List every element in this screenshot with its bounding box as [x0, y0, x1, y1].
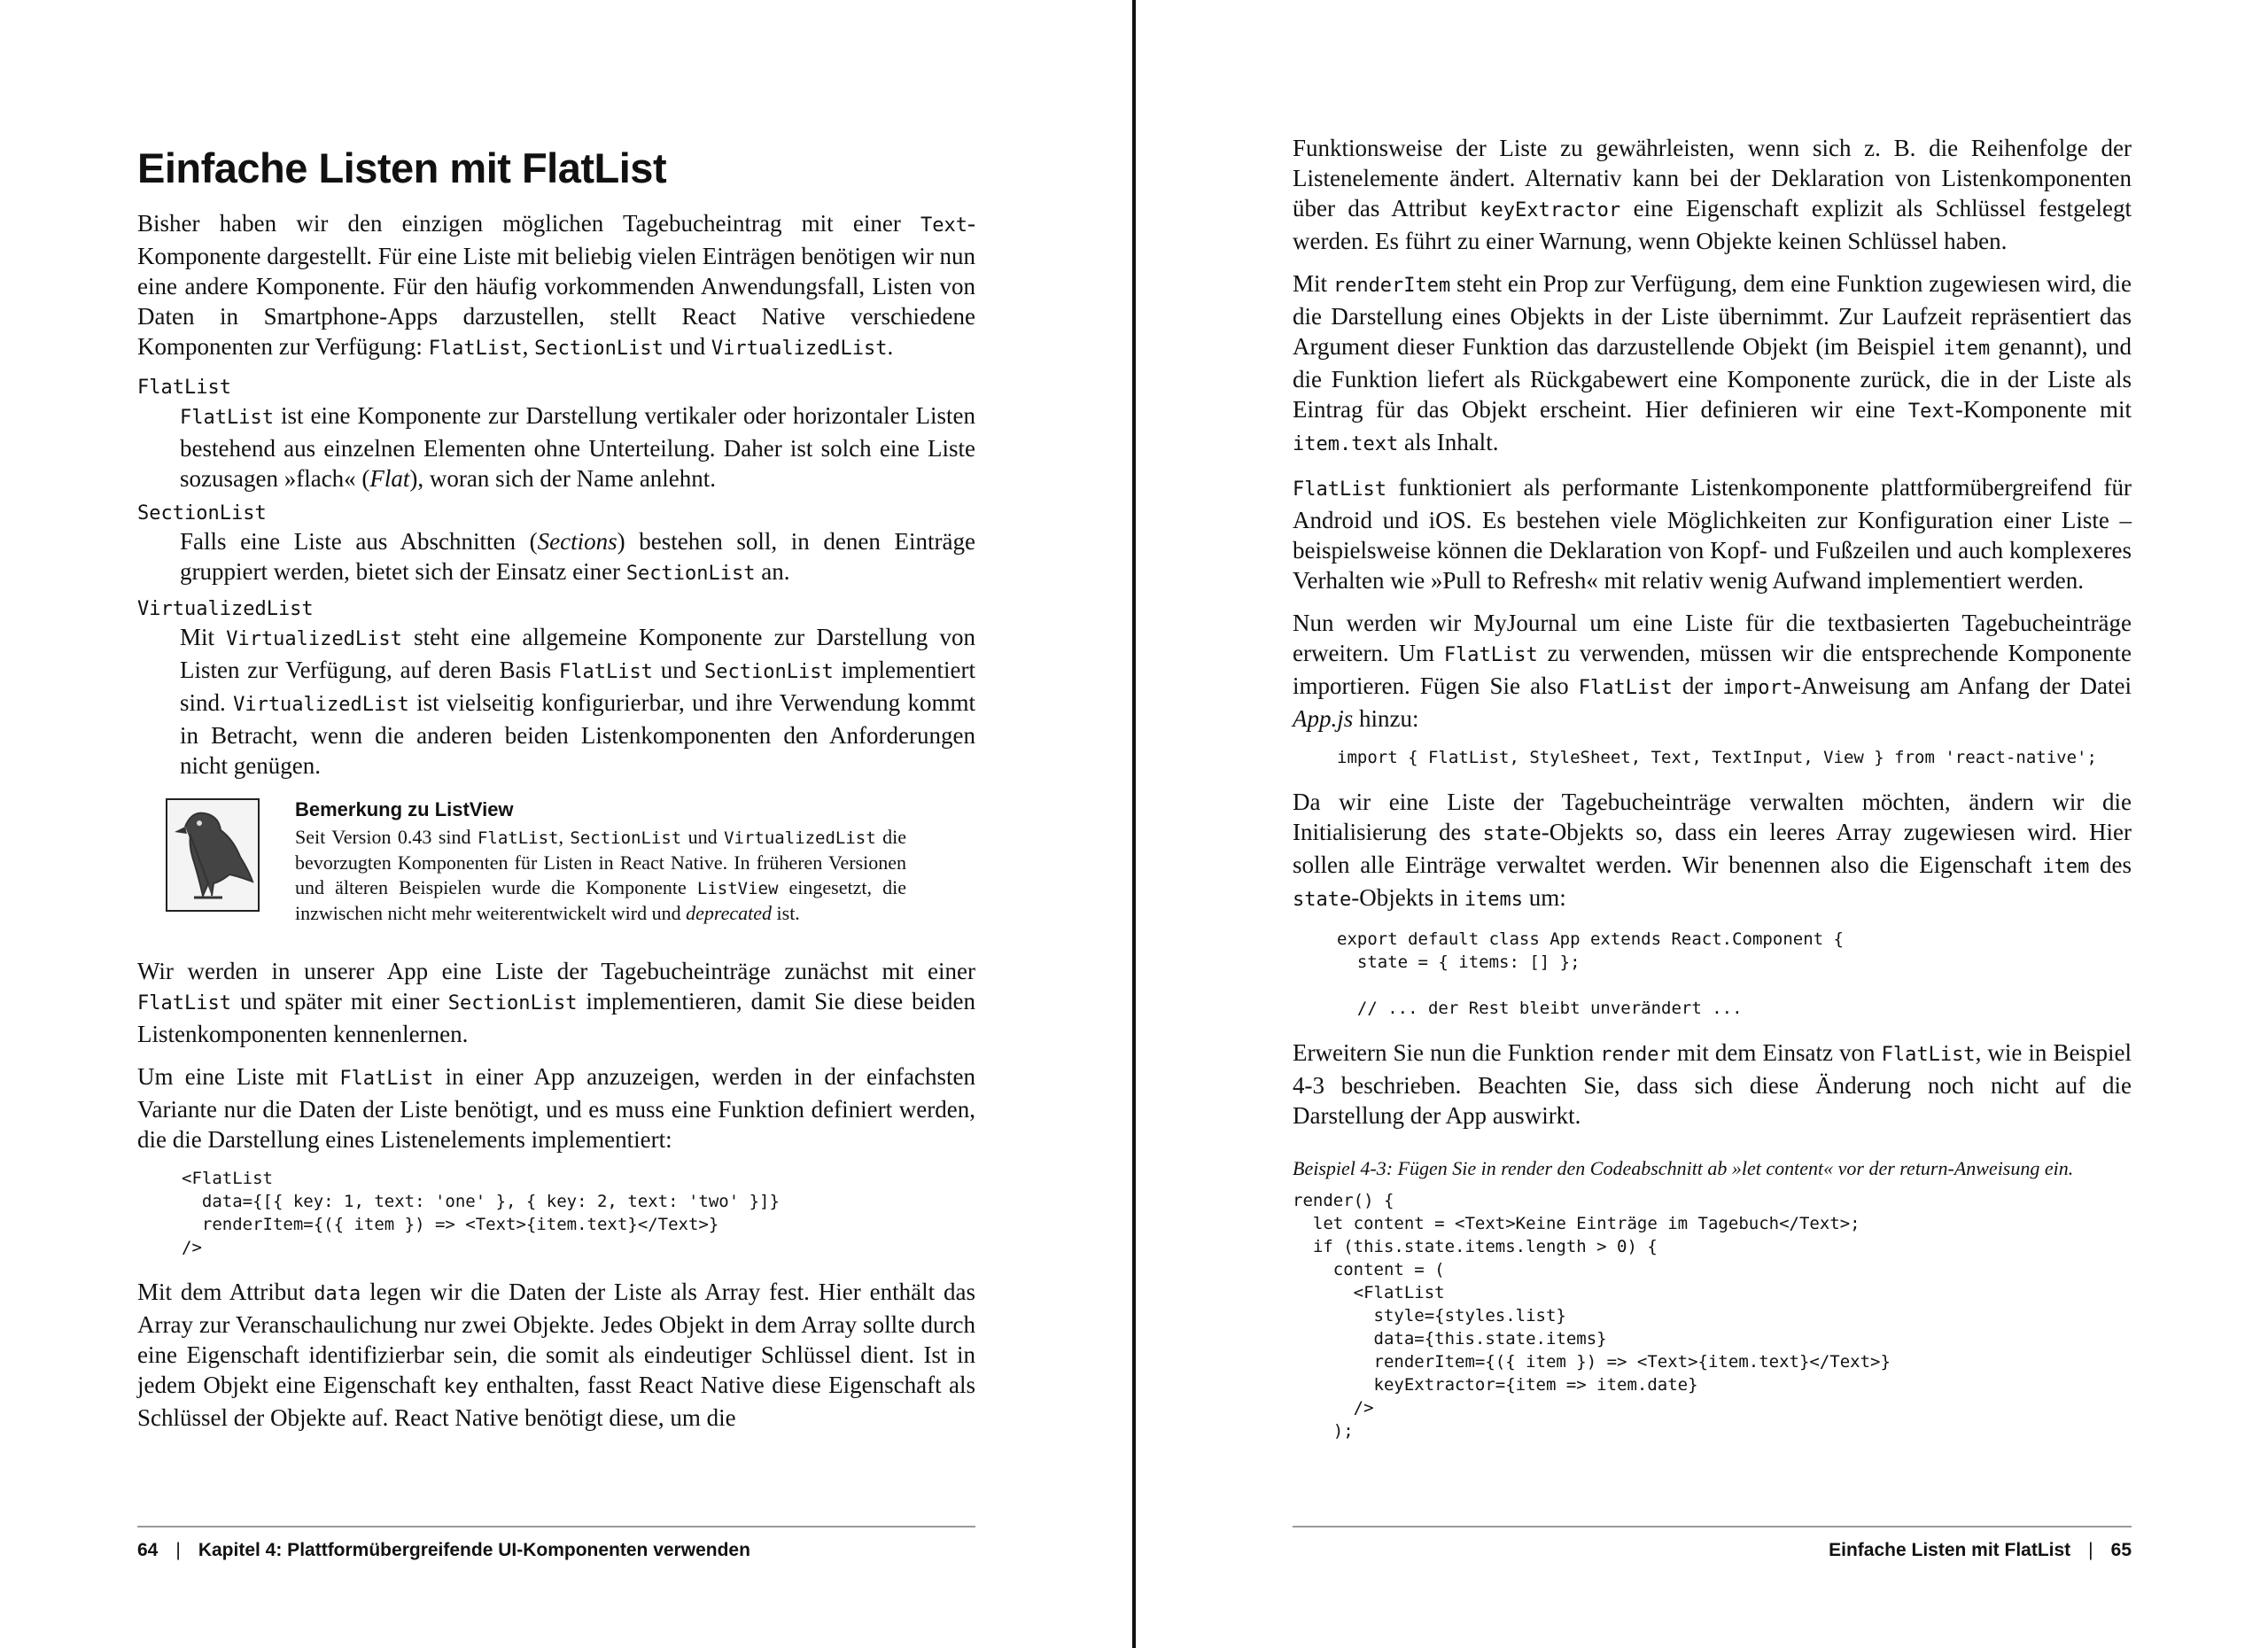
paragraph-performance: FlatList funktioniert als performante Listenkomponente plattformübergreifend für Android und iOS. Es bestehen viele Möglichkeiten zur Konfiguration einer Liste – beispielsweise können die Deklaration von Kopf- und Fußzeilen und auch komplexeres Verhalten wie »Pull to Refresh« mit relativ wenig Aufwand implementiert werden.: [1293, 474, 2132, 594]
page-number-right: 65: [2110, 1540, 2132, 1560]
footer-separator: |: [175, 1540, 181, 1560]
definition-sectionlist: Falls eine Liste aus Abschnitten (Sections) bestehen soll, in denen Einträge gruppiert werden, bietet sich der Einsatz einer SectionList an.: [180, 528, 975, 585]
term-flatlist: FlatList: [137, 377, 231, 399]
note-box: [166, 798, 975, 926]
code-render-example: render() { let content = <Text>Keine Einträge im Tagebuch</Text>; if (this.state.items.length > 0) { content = ( <FlatList style={styles.list} data={this.state.items} renderItem={({ item }) => <Text>{item.text}</Text>} keyExtractor={item => item.date} /> );: [1293, 1191, 1891, 1441]
definition-flatlist: FlatList ist eine Komponente zur Darstellung vertikaler oder horizontaler Listen bestehend aus einzelnen Elementen ohne Unterteilung. Daher ist solch eine Liste sozusagen »flach« (Flat), woran sich der Name anlehnt.: [180, 402, 975, 492]
code-import-statement: import { FlatList, StyleSheet, Text, TextInput, View } from 'react-native';: [1337, 748, 2097, 767]
intro-paragraph: Bisher haben wir den einzigen möglichen Tagebucheintrag mit einer Text-Komponente dargestellt. Für eine Liste mit beliebig vielen Einträgen benötigen wir nun eine andere Komponente. Für den häufig vorkommenden Anwendungsfall, Listen von Daten in Smartphone-Apps darzustellen, stellt React Native verschiedene Komponenten zur Verfügung: FlatList, SectionList und VirtualizedList.: [137, 210, 975, 360]
section-heading: Einfache Listen mit FlatList: [137, 144, 667, 191]
paragraph-data-attribute: Mit dem Attribut data legen wir die Daten der Liste als Array fest. Hier enthält das Array zur Veranschaulichung nur zwei Objekte. Jedes Objekt in dem Array sollte durch eine Eigenschaft identifizierbar sein, die somit als eindeutiger Schlüssel dient. Ist in jedem Objekt eine Eigenschaft key enthalten, fasst React Native diese Eigenschaft als Schlüssel der Objekte auf. React Native benötigt diese, um die: [137, 1279, 976, 1431]
footer-separator: |: [2088, 1540, 2093, 1560]
right-page: [1136, 0, 2268, 1648]
paragraph-state-init: Da wir eine Liste der Tagebucheinträge verwalten möchten, ändern wir die Initialisierung des state-Objekts so, dass ein leeres Array zugewiesen wird. Hier sollen alle Einträge verwaltet werden. Wir benennen also die Eigenschaft item des state-Objekts in items um:: [1293, 789, 2132, 911]
note-text: Seit Version 0.43 sind FlatList, SectionList und VirtualizedList die bevorzugten Komponenten für Listen in React Native. In früheren Versionen und älteren Beispielen wurde die Komponente ListView eingesetzt, die inzwischen nicht mehr weiterentwickelt wird und deprecated ist.: [295, 826, 906, 924]
chapter-title: Kapitel 4: Plattformübergreifende UI-Komponenten verwenden: [198, 1540, 750, 1560]
paragraph-renderitem: Mit renderItem steht ein Prop zur Verfügung, dem eine Funktion zugewiesen wird, die die Darstellung eines Objekts in der Liste übernimmt. Zur Laufzeit repräsentiert das Argument dieser Funktion das darzustellende Objekt (im Beispiel item genannt), und die Funktion liefert als Rückgabewert eine Komponente zurück, die in der Liste als Eintrag für das Objekt erscheint. Hier definieren wir eine Text-Komponente mit item.text als Inhalt.: [1293, 270, 2132, 455]
code-flatlist-example: <FlatList data={[{ key: 1, text: 'one' }, { key: 2, text: 'two' }]} renderItem={({ item }) => <Text>{item.text}</Text>} />: [182, 1169, 780, 1257]
example-caption: Beispiel 4-3: Fügen Sie in render den Codeabschnitt ab »let content« vor der return-Anweisung ein.: [1293, 1157, 2074, 1179]
right-page-content: [1293, 133, 2132, 1460]
definition-virtualizedlist: Mit VirtualizedList steht eine allgemeine Komponente zur Darstellung von Listen zur Verfügung, auf deren Basis FlatList und SectionList implementiert sind. VirtualizedList ist vielseitig konfigurierbar, und ihre Verwendung kommt in Betracht, wenn die anderen beiden Listenkomponenten den Anforderungen nicht genügen.: [180, 624, 976, 779]
section-title-footer: Einfache Listen mit FlatList: [1829, 1540, 2071, 1560]
crow-note-icon: [166, 798, 260, 912]
right-footer: [1293, 1526, 2132, 1581]
term-virtualizedlist: VirtualizedList: [137, 598, 314, 620]
paragraph-render-extend: Erweitern Sie nun die Funktion render mit dem Einsatz von FlatList, wie in Beispiel 4-3 beschrieben. Beachten Sie, dass sich diese Änderung noch nicht auf die Darstellung der App auswirkt.: [1293, 1039, 2132, 1129]
paragraph-flatlist-usage: Um eine Liste mit FlatList in einer App anzuzeigen, werden in der einfachsten Variante nur die Daten der Liste benötigt, und es muss eine Funktion definiert werden, die die Darstellung eines Listenelements implementiert:: [137, 1063, 975, 1153]
paragraph-myjournal: Nun werden wir MyJournal um eine Liste für die textbasierten Tagebucheinträge erweitern. Um FlatList zu verwenden, müssen wir die entsprechende Komponente importieren. Fügen Sie also FlatList der import-Anweisung am Anfang der Datei App.js hinzu:: [1293, 610, 2132, 732]
note-title: Bemerkung zu ListView: [295, 798, 514, 820]
left-footer: [137, 1526, 975, 1581]
left-page: [0, 0, 1132, 1648]
page-number-left: 64: [137, 1540, 159, 1560]
crow-icon: [167, 800, 258, 910]
code-state-items: export default class App extends React.Component { state = { items: [] }; // ... der Rest bleibt unverändert ...: [1337, 929, 1844, 1018]
term-sectionlist: SectionList: [137, 502, 267, 525]
left-page-content: [137, 133, 975, 1445]
paragraph-app-list: Wir werden in unserer App eine Liste der Tagebucheinträge zunächst mit einer FlatList und später mit einer SectionList implementieren, damit Sie diese beiden Listenkomponenten kennenlernen.: [137, 958, 976, 1047]
note-body: [295, 798, 906, 926]
paragraph-keyextractor: Funktionsweise der Liste zu gewährleisten, wenn sich z. B. die Reihenfolge der Listenelemente ändert. Alternativ kann bei der Deklaration von Listenkomponenten über das Attribut keyExtractor eine Eigenschaft explizit als Schlüssel festgelegt werden. Es führt zu einer Warnung, wenn Objekte keinen Schlüssel haben.: [1293, 135, 2132, 254]
